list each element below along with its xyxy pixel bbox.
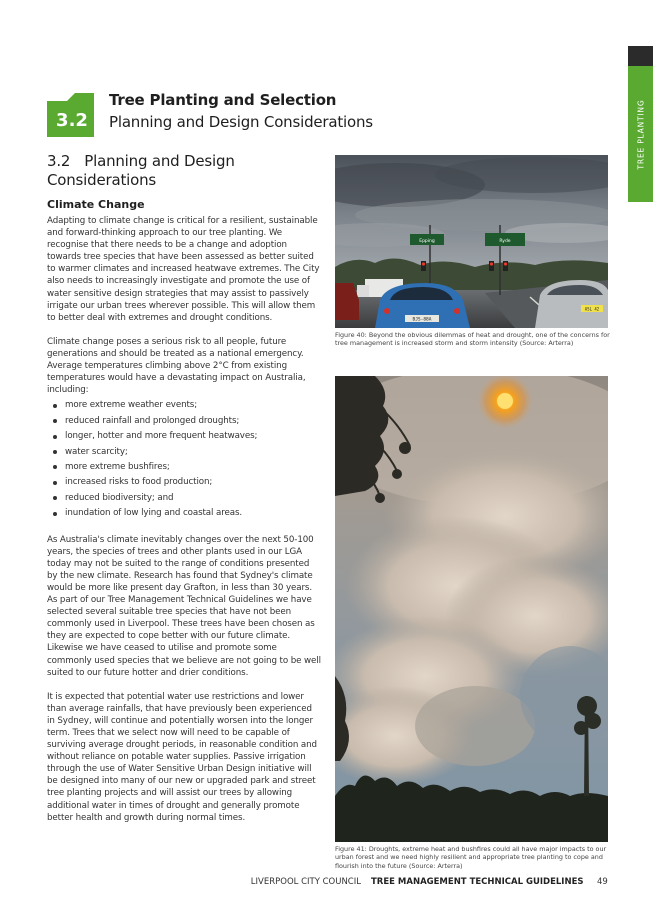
list-item: inundation of low lying and coastal areas. [47,506,322,521]
section-heading-text: Planning and Design Considerations [47,152,235,189]
side-tab-label: TREE PLANTING [636,99,646,169]
section-heading [47,152,322,190]
bushfire-smoke-illustration [335,376,608,842]
list-item: reduced biodiversity; and [47,491,322,506]
bullet-icon [53,450,57,454]
bullet-icon [53,435,57,439]
list-item: water scarcity; [47,445,322,460]
paragraph-3: As Australia's climate inevitably changes over the next 50-100 years, the species of trees and other plants used in our LGA today may not be suited to the range of conditions presented by the new climate. Research has found that Sydney's climate would be more like present day Grafton, in less than 30 years. As part of our Tree Management Technical Guidelines we have selected several suitable tree species that have not been commonly used in Liverpool. These trees have been chosen as they are expected to cope better with our future climate. Likewise we have ceased to utilise and promote some commonly used species that we believe are not going to be well suited to our future hotter and drier conditions. [47,534,321,678]
chapter-title: Tree Planting and Selection [109,91,337,109]
list-item: longer, hotter and more frequent heatwaves; [47,429,322,444]
page-number: 49 [597,877,608,887]
bullet-icon [53,496,57,500]
list-item: reduced rainfall and prolonged droughts; [47,414,322,429]
impact-list [47,398,322,521]
bullet-icon [53,419,57,423]
figure-41-caption: Figure 41: Droughts, extreme heat and bushfires could all have major impacts to our urban forest and we need highly resilient and appropriate tree planting to cope and flourish into the future (Source: Arterra) [335,845,607,870]
bullet-icon [53,404,57,408]
subheading-climate-change: Climate Change [47,198,145,211]
section-number-badge [47,93,94,137]
paragraph-4: It is expected that potential water use restrictions and lower than average rainfalls, that have previously been experienced in Sydney, will continue and potentially worsen into the longer term. Trees that we select now will need to be capable of surviving average drought periods, in reasonable condition and without reliance on potable water supplies. Passive irrigation through the use of Water Sensitive Urban Design initiative will be designed into many of our new or upgraded park and street tree planting projects and will assist our trees by allowing additional water in times of drought and generally promote better health and growth during normal times. [47,691,317,823]
section-side-tab[interactable] [628,66,653,202]
bullet-icon [53,481,57,485]
road-sign-right-text: Ryde [499,239,511,244]
figure-40-caption: Figure 40: Beyond the obvious dilemmas of heat and drought, one of the concerns for tree management is increased storm and storm intensity (Source: Arterra) [335,331,610,348]
page-footer [0,877,653,891]
list-item: more extreme weather events; [47,398,322,413]
bullet-icon [53,465,57,469]
section-number: 3.2 [47,152,71,170]
bullet-icon [53,512,57,516]
side-tab-marker [628,46,653,66]
footer-organisation: LIVERPOOL CITY COUNCIL [250,877,361,887]
license-plate-center: BJS-88A [412,317,432,323]
chapter-subtitle: Planning and Design Considerations [109,113,373,131]
list-item: increased risks to food production; [47,475,322,490]
paragraph-1: Adapting to climate change is critical for a resilient, sustainable and forward-thinking approach to our tree planting. We recognise that there needs to be a change and adoption towards tree species that have been assessed as better suited to warmer climates and increased heatwave extremes. The City also needs to increasingly investigate and promote the use of water sensitive design strategies that may assist to passively irrigate our urban trees wherever possible. This will allow them to better deal with extremes and drought conditions. [47,216,320,323]
figure-40-storm-photo [335,155,608,328]
list-item: more extreme bushfires; [47,460,322,475]
road-sign-left-text: Epping [419,239,435,244]
figure-41-bushfire-smoke-photo [335,376,608,842]
paragraph-2: Climate change poses a serious risk to all people, future generations and should be treated as a national emergency. Average temperatures climbing above 2°C from existing temperatures would have a devastating impact on Australia, including: [47,336,306,396]
main-text-column [47,152,322,824]
storm-road-illustration [335,155,608,328]
badge-number: 3.2 [56,110,88,131]
footer-document-title: TREE MANAGEMENT TECHNICAL GUIDELINES [371,877,584,887]
license-plate-right: ASL 42 [584,306,600,312]
